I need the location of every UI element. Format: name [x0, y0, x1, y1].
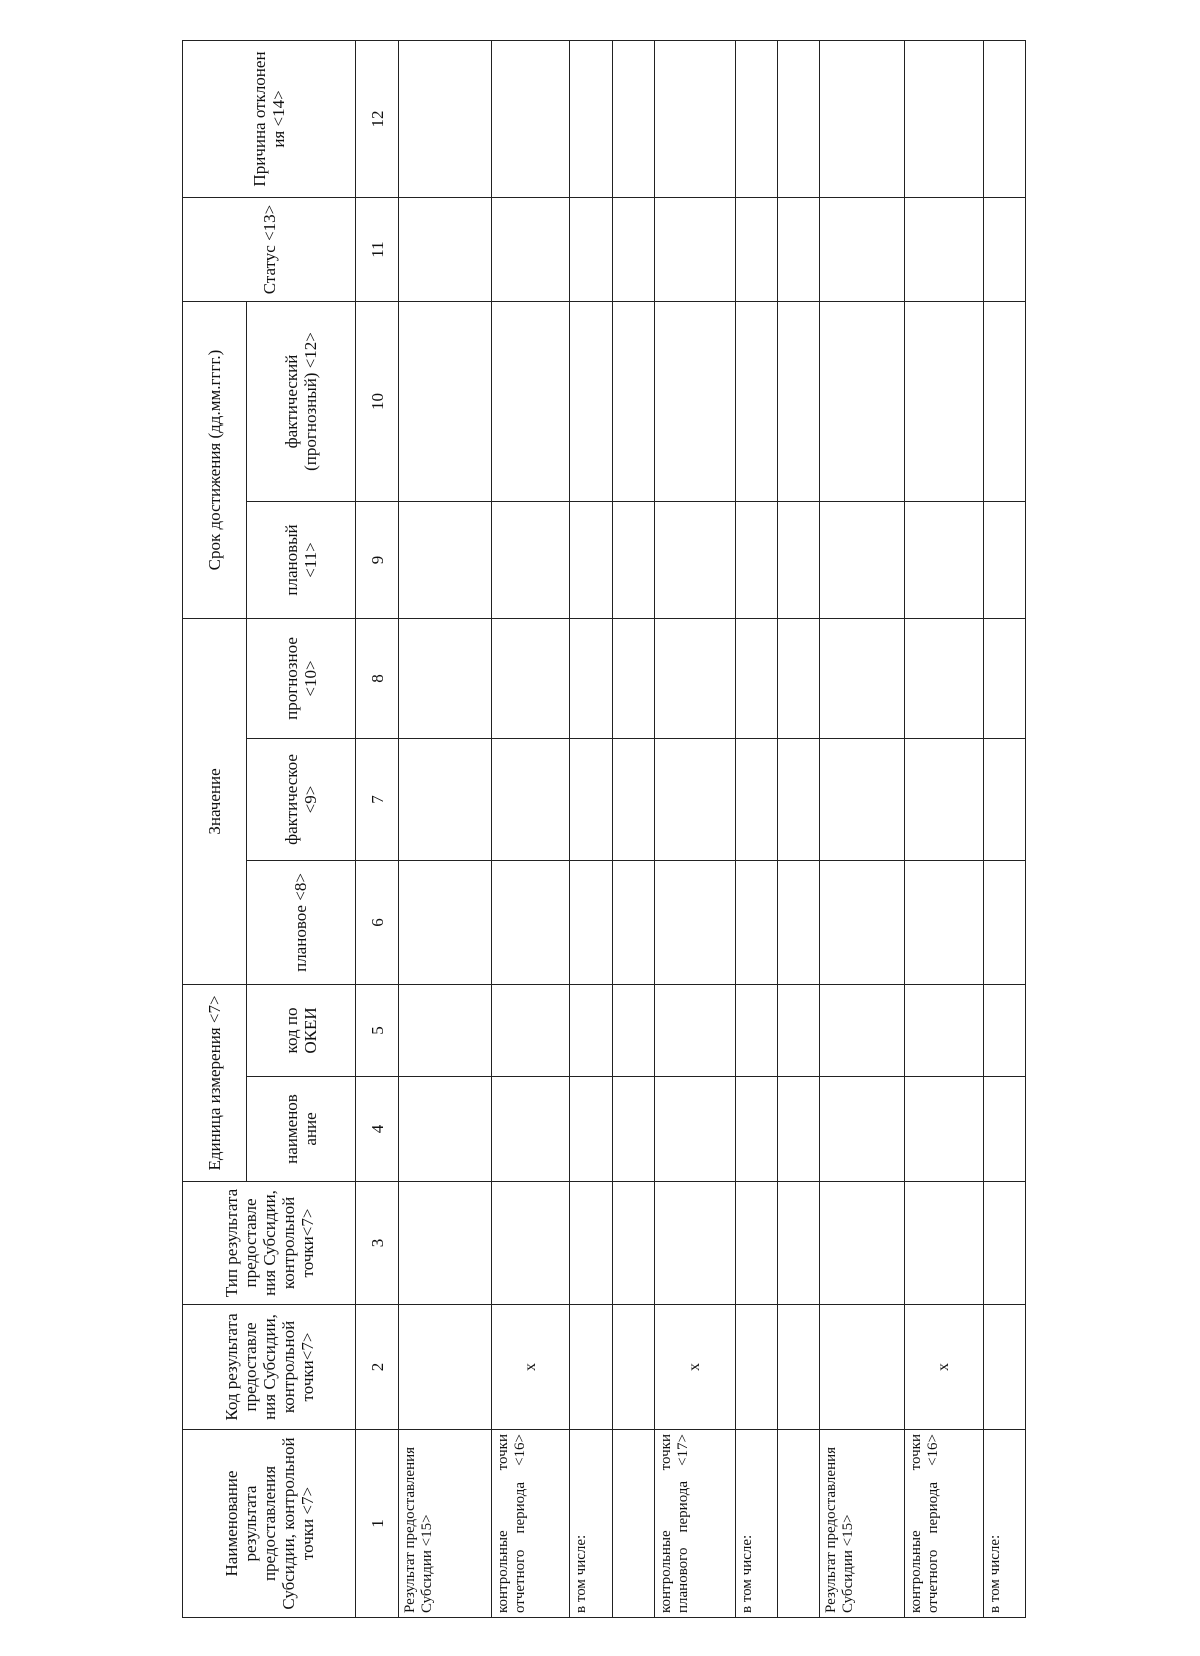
column-number: 3	[356, 1182, 398, 1305]
row-label: Результат предоставления Субсидии <15>	[398, 1430, 491, 1618]
empty-cell	[735, 739, 777, 861]
empty-cell	[570, 861, 612, 985]
column-number: 9	[356, 502, 398, 619]
empty-cell	[777, 861, 819, 985]
empty-cell	[777, 502, 819, 619]
row-label: в том числе:	[983, 1430, 1025, 1618]
empty-cell	[398, 41, 491, 198]
table-body	[398, 41, 1025, 1618]
empty-cell	[612, 302, 654, 502]
empty-cell	[612, 502, 654, 619]
empty-cell	[398, 302, 491, 502]
empty-cell	[398, 861, 491, 985]
row-code	[735, 1305, 777, 1430]
column-number-row	[356, 41, 398, 1618]
table-row	[491, 41, 570, 1618]
empty-cell	[612, 861, 654, 985]
empty-cell	[398, 1077, 491, 1182]
empty-cell	[820, 739, 905, 861]
empty-cell	[491, 41, 570, 198]
row-label: Результат предоставления Субсидии <15>	[820, 1430, 905, 1618]
table-row	[820, 41, 905, 1618]
column-number: 1	[356, 1430, 398, 1618]
empty-cell	[491, 619, 570, 739]
column-number: 8	[356, 619, 398, 739]
empty-cell	[654, 41, 735, 198]
empty-cell	[735, 619, 777, 739]
header-unit-name: наименов ание	[246, 1077, 356, 1182]
empty-cell	[735, 41, 777, 198]
column-number: 10	[356, 302, 398, 502]
empty-cell	[904, 302, 983, 502]
empty-cell	[820, 302, 905, 502]
empty-cell	[491, 502, 570, 619]
header-code: Код результата предоставле ния Субсидии, контрольной точки<7>	[183, 1305, 356, 1430]
empty-cell	[654, 502, 735, 619]
empty-cell	[777, 198, 819, 302]
table-row	[904, 41, 983, 1618]
empty-cell	[820, 1182, 905, 1305]
column-number: 12	[356, 41, 398, 198]
empty-cell	[612, 619, 654, 739]
empty-cell	[612, 985, 654, 1077]
empty-cell	[612, 41, 654, 198]
empty-cell	[398, 198, 491, 302]
empty-cell	[654, 861, 735, 985]
empty-cell	[654, 198, 735, 302]
row-label	[612, 1430, 654, 1618]
empty-cell	[777, 739, 819, 861]
empty-cell	[735, 1182, 777, 1305]
empty-cell	[904, 739, 983, 861]
empty-cell	[612, 739, 654, 861]
empty-cell	[904, 41, 983, 198]
empty-cell	[735, 1077, 777, 1182]
empty-cell	[735, 198, 777, 302]
empty-cell	[735, 502, 777, 619]
column-number: 2	[356, 1305, 398, 1430]
empty-cell	[983, 1077, 1025, 1182]
header-unit-code: код по ОКЕИ	[246, 985, 356, 1077]
column-number: 7	[356, 739, 398, 861]
empty-cell	[570, 198, 612, 302]
empty-cell	[904, 619, 983, 739]
empty-cell	[820, 198, 905, 302]
header-term-fact: фактический (прогнозный) <12>	[246, 302, 356, 502]
empty-cell	[777, 619, 819, 739]
empty-cell	[904, 198, 983, 302]
empty-cell	[654, 1182, 735, 1305]
header-term: Срок достижения (дд.мм.гггг.)	[183, 302, 247, 619]
row-code: x	[904, 1305, 983, 1430]
empty-cell	[983, 198, 1025, 302]
empty-cell	[820, 985, 905, 1077]
empty-cell	[654, 985, 735, 1077]
empty-cell	[983, 985, 1025, 1077]
column-number: 5	[356, 985, 398, 1077]
table-row	[612, 41, 654, 1618]
empty-cell	[570, 1182, 612, 1305]
empty-cell	[983, 502, 1025, 619]
empty-cell	[983, 739, 1025, 861]
empty-cell	[983, 861, 1025, 985]
column-number: 4	[356, 1077, 398, 1182]
row-code: x	[491, 1305, 570, 1430]
empty-cell	[983, 302, 1025, 502]
empty-cell	[820, 619, 905, 739]
empty-cell	[570, 619, 612, 739]
empty-cell	[820, 1077, 905, 1182]
empty-cell	[654, 1077, 735, 1182]
header-status: Статус <13>	[183, 198, 356, 302]
empty-cell	[612, 198, 654, 302]
empty-cell	[820, 41, 905, 198]
header-name: Наименование результата предоставления Субсидии, контрольной точки <7>	[183, 1430, 356, 1618]
empty-cell	[735, 985, 777, 1077]
empty-cell	[904, 1077, 983, 1182]
row-label: в том числе:	[735, 1430, 777, 1618]
empty-cell	[398, 502, 491, 619]
empty-cell	[491, 1077, 570, 1182]
table-row	[654, 41, 735, 1618]
row-label	[777, 1430, 819, 1618]
row-code	[612, 1305, 654, 1430]
rotated-page	[182, 41, 1026, 1618]
header-term-plan: плановый <11>	[246, 502, 356, 619]
empty-cell	[904, 861, 983, 985]
empty-cell	[904, 502, 983, 619]
row-code	[820, 1305, 905, 1430]
row-code	[777, 1305, 819, 1430]
column-number: 11	[356, 198, 398, 302]
empty-cell	[777, 1077, 819, 1182]
table-row	[983, 41, 1025, 1618]
empty-cell	[654, 739, 735, 861]
empty-cell	[777, 41, 819, 198]
empty-cell	[491, 302, 570, 502]
row-label: в том числе:	[570, 1430, 612, 1618]
empty-cell	[820, 861, 905, 985]
empty-cell	[777, 985, 819, 1077]
empty-cell	[820, 502, 905, 619]
header-unit: Единица измерения <7>	[183, 985, 247, 1182]
empty-cell	[491, 861, 570, 985]
empty-cell	[398, 1182, 491, 1305]
header-reason: Причина отклонен ия <14>	[183, 41, 356, 198]
empty-cell	[570, 1077, 612, 1182]
header-value: Значение	[183, 619, 247, 985]
header-value-plan: плановое <8>	[246, 861, 356, 985]
table-row	[735, 41, 777, 1618]
row-label: контрольные точки отчетного периода <16>	[491, 1430, 570, 1618]
empty-cell	[612, 1077, 654, 1182]
row-code	[983, 1305, 1025, 1430]
row-label: контрольные точки планового периода <17>	[654, 1430, 735, 1618]
row-code: x	[654, 1305, 735, 1430]
table-row	[777, 41, 819, 1618]
row-code	[398, 1305, 491, 1430]
empty-cell	[904, 985, 983, 1077]
empty-cell	[491, 739, 570, 861]
empty-cell	[777, 302, 819, 502]
empty-cell	[570, 502, 612, 619]
empty-cell	[398, 619, 491, 739]
header-row-1	[183, 41, 247, 1618]
header-value-forecast: прогнозное <10>	[246, 619, 356, 739]
empty-cell	[398, 739, 491, 861]
row-label: контрольные точки отчетного периода <16>	[904, 1430, 983, 1618]
table-row	[570, 41, 612, 1618]
empty-cell	[735, 302, 777, 502]
column-number: 6	[356, 861, 398, 985]
empty-cell	[777, 1182, 819, 1305]
empty-cell	[735, 861, 777, 985]
empty-cell	[491, 198, 570, 302]
empty-cell	[904, 1182, 983, 1305]
empty-cell	[570, 302, 612, 502]
empty-cell	[570, 985, 612, 1077]
empty-cell	[398, 985, 491, 1077]
empty-cell	[491, 1182, 570, 1305]
empty-cell	[570, 739, 612, 861]
empty-cell	[654, 619, 735, 739]
results-table	[182, 40, 1026, 1618]
empty-cell	[983, 41, 1025, 198]
table-row	[398, 41, 491, 1618]
row-code	[570, 1305, 612, 1430]
empty-cell	[983, 1182, 1025, 1305]
empty-cell	[983, 619, 1025, 739]
empty-cell	[570, 41, 612, 198]
empty-cell	[654, 302, 735, 502]
empty-cell	[612, 1182, 654, 1305]
header-type: Тип результата предоставле ния Субсидии, контрольной точки<7>	[183, 1182, 356, 1305]
header-value-fact: фактическое <9>	[246, 739, 356, 861]
empty-cell	[491, 985, 570, 1077]
